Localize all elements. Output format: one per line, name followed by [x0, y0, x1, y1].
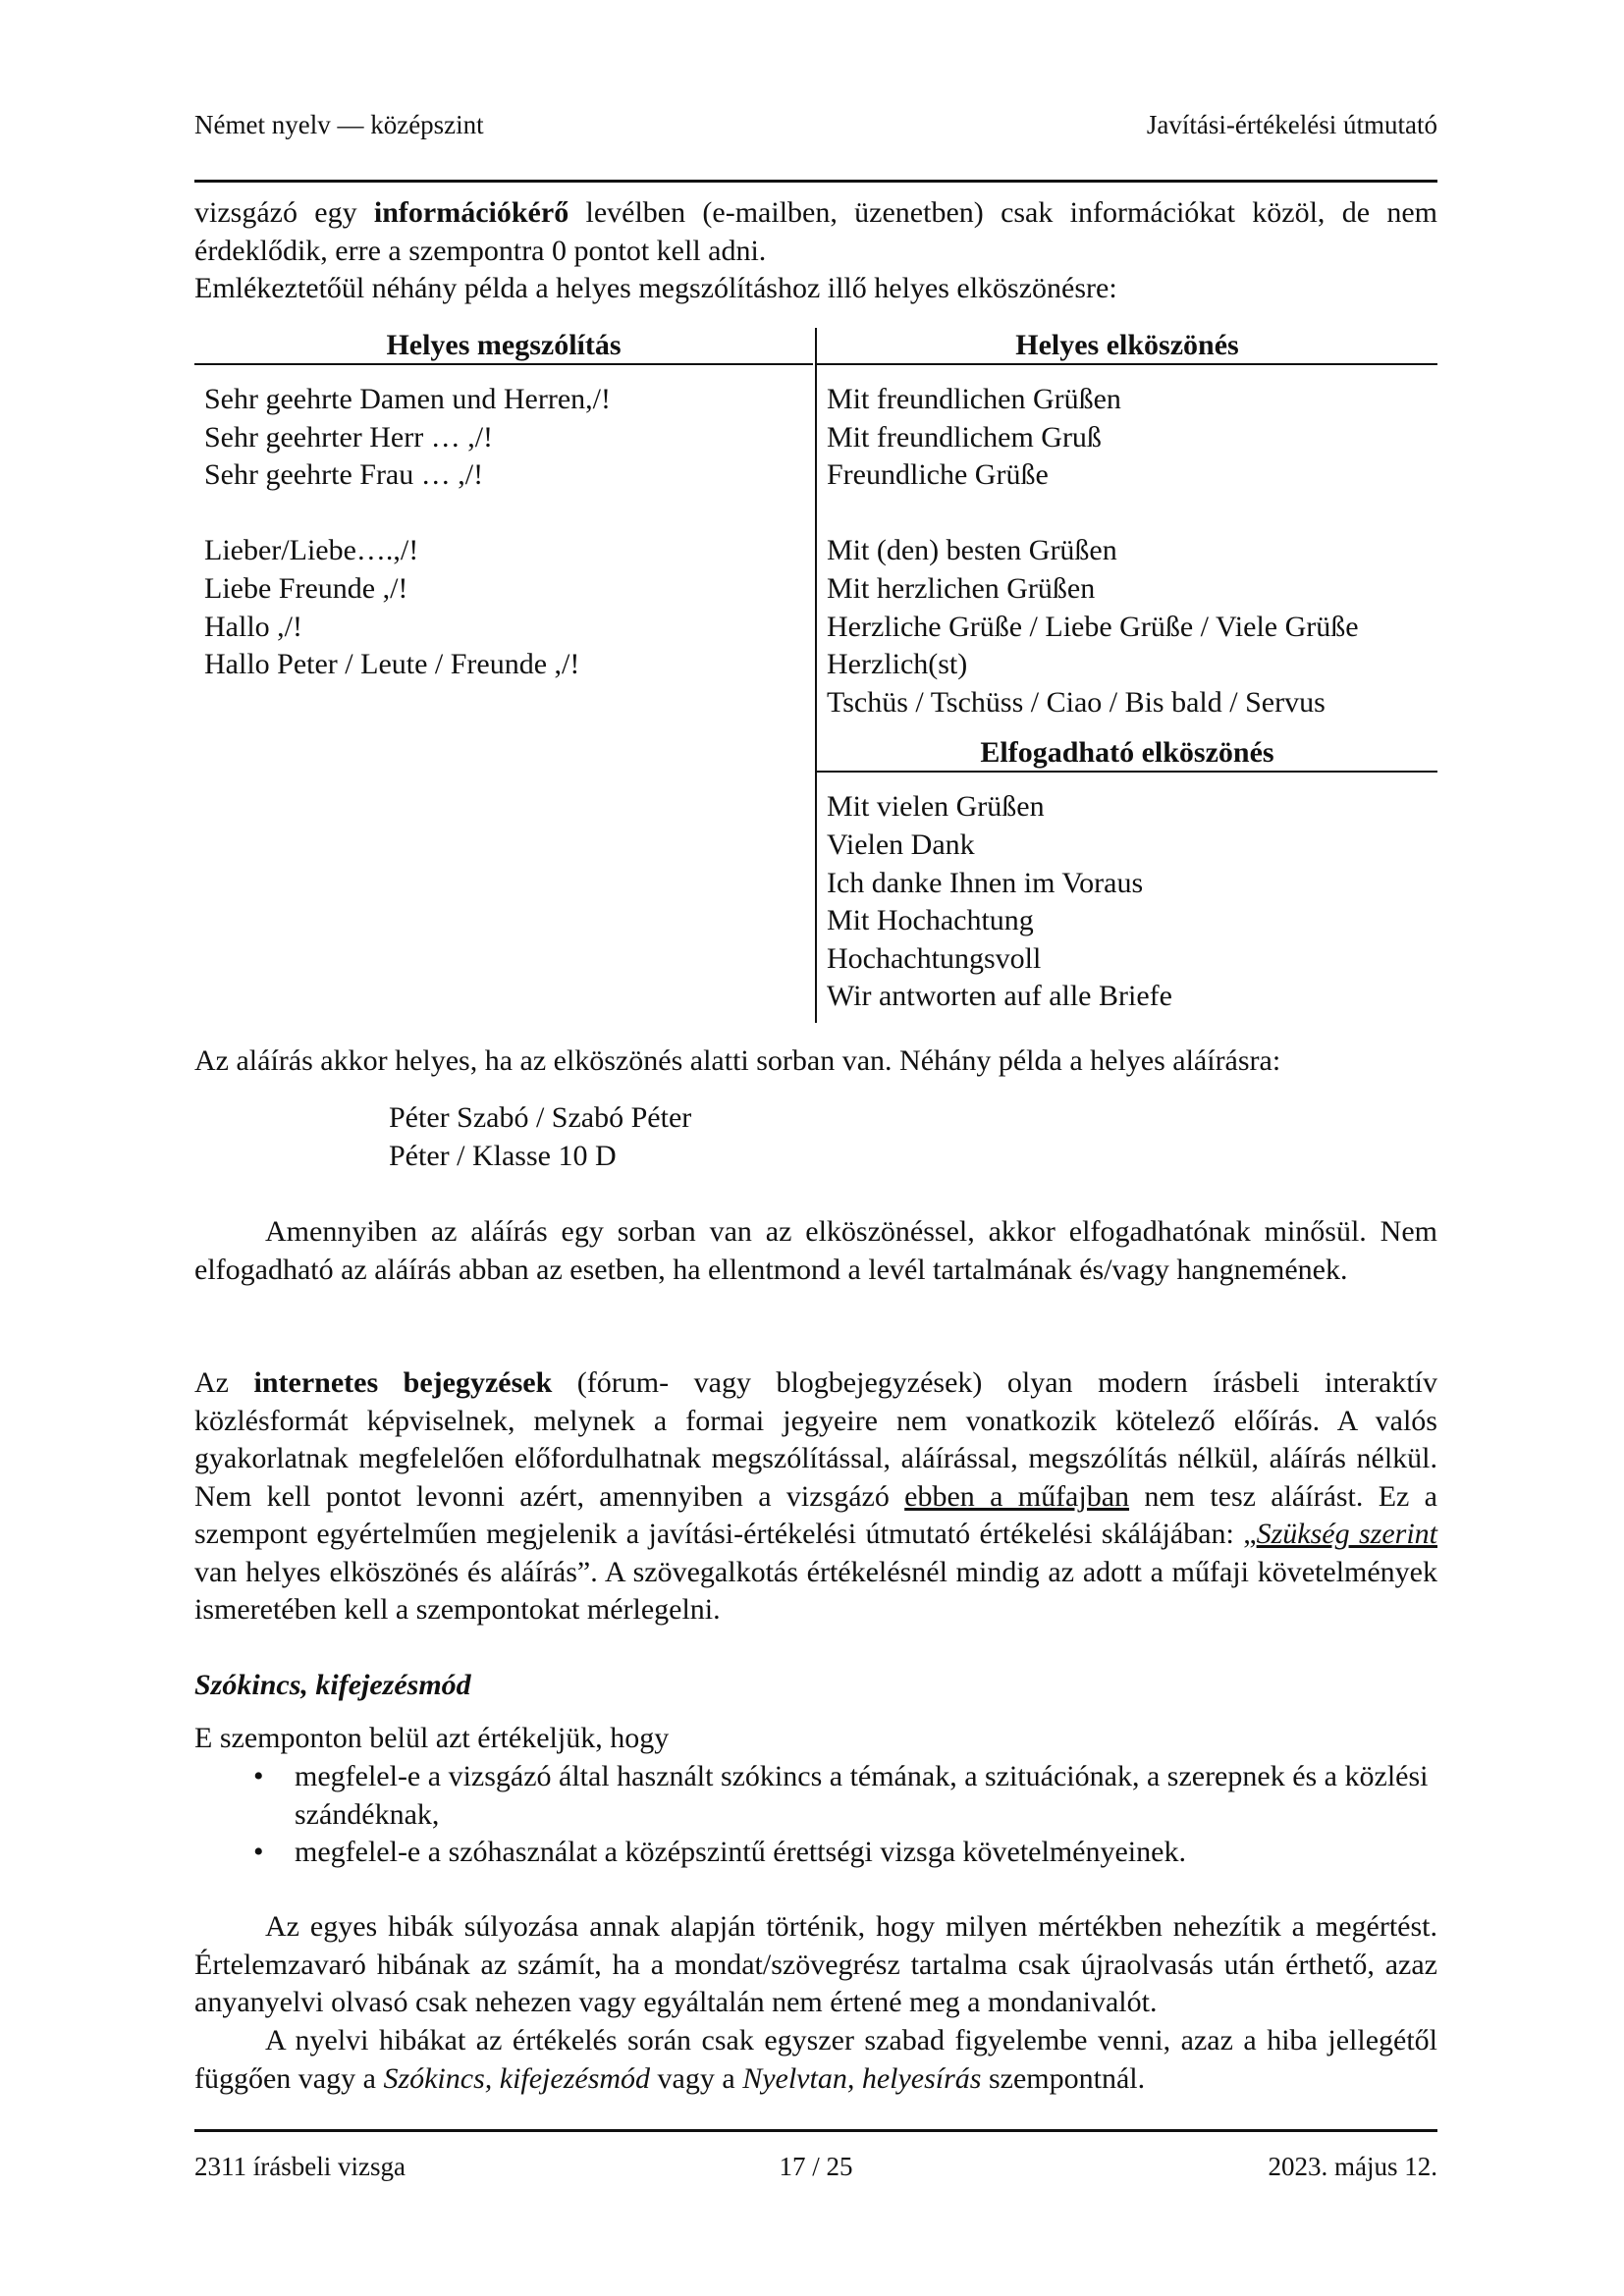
salutation-list-formal: [194, 381, 813, 495]
closing-item: Freundliche Grüße: [827, 458, 1049, 492]
salutation-item: Sehr geehrte Damen und Herren,/!: [204, 383, 611, 415]
salutation-item: Liebe Freunde ,/!: [204, 571, 408, 605]
greeting-table: [194, 328, 1437, 1023]
intro-text-2: levélben (e-mailben, üzenetben) csak információkat közöl, de nem érdeklődik, erre a szempontra 0 pontot kell adni.: [194, 196, 1437, 267]
salutation-column: [194, 328, 813, 684]
signature-note: Amennyiben az aláírás egy sorban van az elköszönéssel, akkor elfogadhatónak minősül. Nem elfogadható az aláírás abban az esetben, ha ellentmond a levél tartalmának és/vagy hangnemének.: [194, 1215, 1437, 1286]
page-footer: [194, 2152, 1437, 2191]
signature-example: Péter / Klasse 10 D: [389, 1139, 617, 1172]
closing-item: Herzliche Grüße / Liebe Grüße / Viele Grüße: [827, 610, 1359, 643]
closing-item: Mit freundlichem Gruß: [827, 420, 1102, 454]
header-subject: Német nyelv — középszint: [194, 110, 484, 139]
header-rule: [194, 180, 1437, 183]
vocab-p2-italic-1: Szókincs, kifejezésmód: [383, 2061, 651, 2095]
bullet-icon: •: [253, 1760, 264, 1792]
acceptable-closing-item: Mit vielen Grüßen: [827, 790, 1045, 824]
vocab-p2-text-2: vagy a: [650, 2061, 743, 2095]
intro-line-2: Emlékeztetőül néhány példa a helyes megszólításhoz illő helyes elköszönésre:: [194, 272, 1117, 304]
vocab-p2-italic-2: Nyelvtan, helyesírás: [742, 2061, 982, 2095]
closing-item: Mit (den) besten Grüßen: [827, 534, 1117, 567]
acceptable-closing-item: Wir antworten auf alle Briefe: [827, 980, 1172, 1013]
internet-posts-paragraph: [194, 1364, 1437, 1629]
bullet-text: megfelel-e a szóhasználat a középszintű érettségi vizsga követelményeinek.: [295, 1836, 1186, 1868]
internet-text-1: Az: [194, 1366, 254, 1399]
header-guide-title: Javítási-értékelési útmutató: [1146, 110, 1437, 139]
acceptable-closing-list: [817, 788, 1437, 1016]
intro-paragraph: [194, 194, 1437, 308]
internet-bold: internetes bejegyzések: [253, 1366, 553, 1399]
salutation-item: Hallo ,/!: [204, 610, 302, 643]
acceptable-closing-item: Mit Hochachtung: [827, 904, 1034, 937]
closing-column: [817, 328, 1437, 1016]
page-header: [194, 110, 1437, 151]
bullet-icon: •: [253, 1836, 264, 1868]
signature-example: Péter Szabó / Szabó Péter: [389, 1101, 692, 1134]
closing-item: Herzlich(st): [827, 648, 968, 681]
vocab-p2-text-3: szempontnál.: [981, 2061, 1146, 2095]
internet-text-4: van helyes elköszönés és aláírás”. A szövegalkotás értékelésnél mindig az adott a műfaji követelmények ismeretében kell a szempontokat mérlegelni.: [194, 1555, 1437, 1626]
closing-item: Tschüs / Tschüss / Ciao / Bis bald / Servus: [827, 685, 1326, 719]
intro-text-1: vizsgázó egy: [194, 196, 374, 229]
salutation-item: Lieber/Liebe….,/!: [204, 534, 419, 567]
closing-list-formal: [817, 381, 1437, 495]
footer-exam-code: 2311 írásbeli vizsga: [194, 2152, 406, 2181]
footer-page-number: 17 / 25: [779, 2152, 853, 2181]
internet-text-3: nem tesz aláírást. Ez a szempont egyértelműen megjelenik a javítási-értékelési útmutató értékelési skálájában: „: [194, 1479, 1437, 1550]
salutation-item: Sehr geehrter Herr … ,/!: [204, 420, 494, 454]
salutation-list-informal: [194, 532, 813, 683]
closing-item: Mit herzlichen Grüßen: [827, 571, 1096, 605]
closing-header: Helyes elköszönés: [817, 328, 1437, 365]
vocab-bullets: [194, 1758, 1437, 1872]
internet-italic-underline: Szükség szerint: [1256, 1518, 1438, 1550]
vocab-paragraph-2: [194, 2022, 1437, 2098]
internet-text-2: (fórum- vagy blogbejegyzések) olyan modern írásbeli interaktív közlésformát képviselnek, melynek a formai jegyeire nem vonatkozik kötelező előírás. A valós gyakorlatnak megfelelően előfordulhatnak megszólítással, aláírással, megszólítás nélkül, aláírás nélkül. Nem kell pontot levonni azért, amennyiben a vizsgázó: [194, 1366, 1438, 1513]
footer-rule: [194, 2129, 1437, 2132]
signature-intro: Az aláírás akkor helyes, ha az elköszönés alatti sorban van. Néhány példa a helyes aláírásra:: [194, 1044, 1281, 1077]
acceptable-closing-item: Vielen Dank: [827, 828, 975, 861]
closing-list-informal: [817, 532, 1437, 721]
acceptable-closing-item: Hochachtungsvoll: [827, 941, 1042, 975]
salutation-header: Helyes megszólítás: [194, 328, 813, 365]
section-title: Szókincs, kifejezésmód: [194, 1669, 471, 1701]
list-item: [194, 1758, 1437, 1834]
bullet-text: megfelel-e a vizsgázó által használt szókincs a témának, a szituációnak, a szerepnek és a közlési szándéknak,: [295, 1760, 1429, 1831]
signature-examples: [389, 1099, 691, 1175]
list-item: [194, 1834, 1437, 1872]
acceptable-closing-header: Elfogadható elköszönés: [817, 735, 1437, 773]
closing-item: Mit freundlichen Grüßen: [827, 383, 1121, 415]
intro-bold: információkérő: [373, 196, 569, 229]
salutation-item: Hallo Peter / Leute / Freunde ,/!: [204, 648, 580, 681]
vocab-lead: E szemponton belül azt értékeljük, hogy: [194, 1722, 670, 1754]
vocab-p2-text-1: A nyelvi hibákat az értékelés során csak egyszer szabad figyelembe venni, azaz a hiba jellegétől függően vagy a: [194, 2024, 1437, 2095]
acceptable-closing-item: Ich danke Ihnen im Voraus: [827, 866, 1144, 899]
vocab-paragraph-1: Az egyes hibák súlyozása annak alapján történik, hogy milyen mértékben nehezítik a megértést. Értelemzavaró hibának az számít, ha a mondat/szövegrész tartalma csak újraolvasás után érthető, azaz anyanyelvi olvasó csak nehezen vagy egyáltalán nem értené meg a mondanivalót.: [194, 1910, 1437, 2018]
intro-line: [194, 194, 1437, 270]
salutation-item: Sehr geehrte Frau … ,/!: [204, 458, 484, 492]
footer-date: 2023. május 12.: [1268, 2152, 1437, 2181]
internet-underline: ebben a műfajban: [904, 1479, 1130, 1513]
